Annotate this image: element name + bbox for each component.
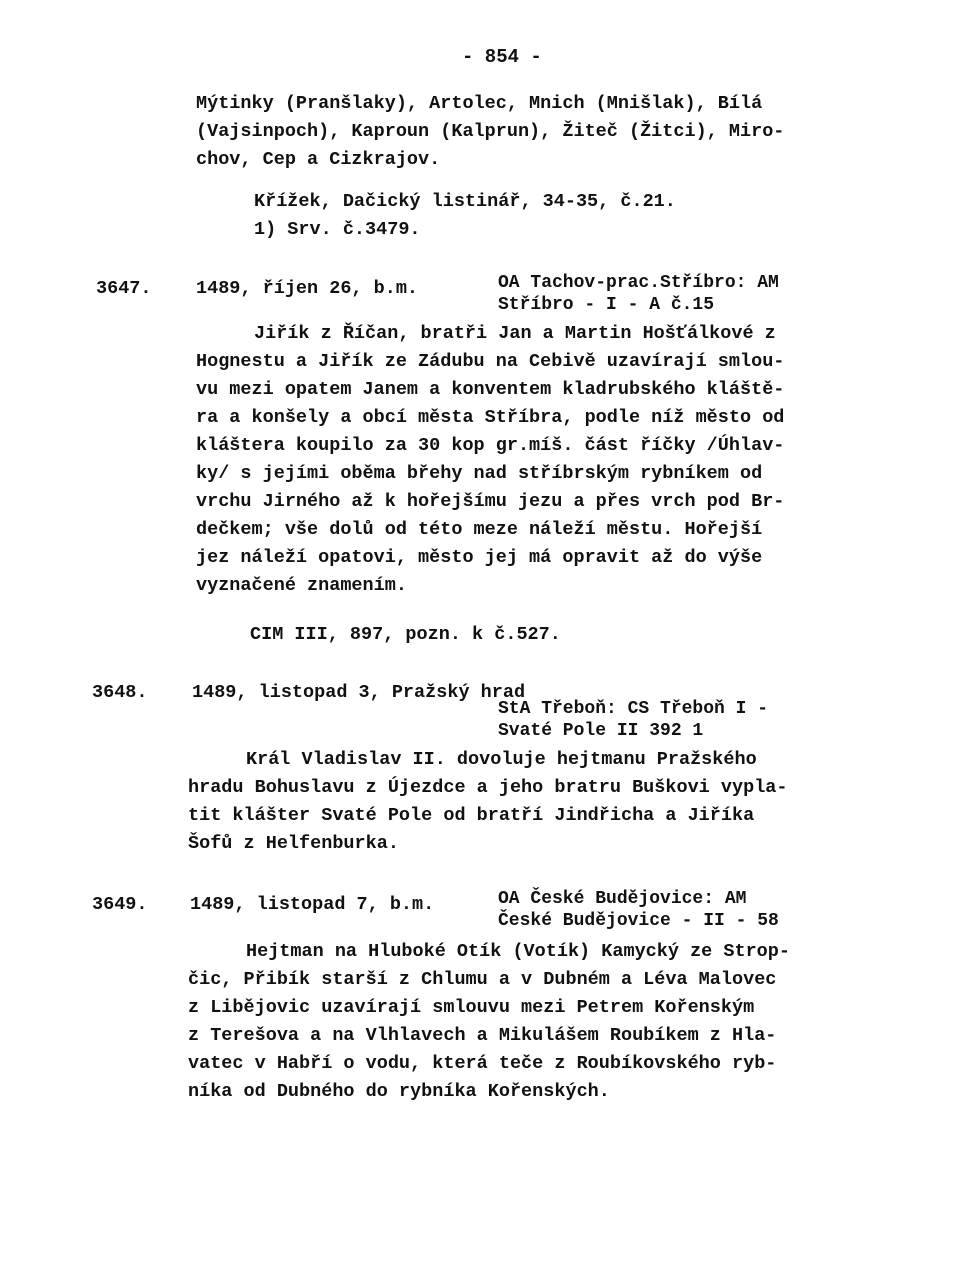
body-line: ra a konšely a obcí města Stříbra, podle níž město od <box>196 407 785 428</box>
entry-date: 1489, listopad 3, Pražský hrad <box>192 682 526 703</box>
body-line: hradu Bohuslavu z Újezdce a jeho bratru Buškovi vypla- <box>188 777 788 798</box>
body-line: tit klášter Svaté Pole od bratří Jindřicha a Jiříka <box>188 805 755 826</box>
entry-date: 1489, říjen 26, b.m. <box>196 278 419 299</box>
intro-paragraph <box>196 90 784 174</box>
source-line: OA České Budějovice: AM <box>498 889 747 909</box>
intro-references <box>254 188 676 244</box>
body-line: vu mezi opatem Janem a konventem kladrubského kláště- <box>196 379 785 400</box>
body-line: Hognestu a Jiřík ze Zádubu na Cebivě uzavírají smlou- <box>196 351 785 372</box>
body-line: vyznačené znamením. <box>196 575 407 596</box>
source-line: OA Tachov-prac.Stříbro: AM <box>498 273 779 293</box>
entry-reference: CIM III, 897, pozn. k č.527. <box>250 624 561 645</box>
entry-number: 3648. <box>92 682 148 703</box>
body-line: z Terešova a na Vlhlavech a Mikulášem Roubíkem z Hla- <box>188 1025 777 1046</box>
entry-body <box>188 938 790 1106</box>
body-line: jez náleží opatovi, město jej má opravit až do výše <box>196 547 763 568</box>
body-line: vatec v Habří o vodu, která teče z Roubíkovského ryb- <box>188 1053 777 1074</box>
body-line: ky/ s jejími oběma břehy nad stříbrským rybníkem od <box>196 463 763 484</box>
body-line: níka od Dubného do rybníka Kořenských. <box>188 1081 610 1102</box>
body-line: z Libějovic uzavírají smlouvu mezi Petrem Kořenským <box>188 997 755 1018</box>
entry-number: 3649. <box>92 894 148 915</box>
body-line: Král Vladislav II. dovoluje hejtmanu Pražského <box>246 749 757 770</box>
intro-line: Mýtinky (Pranšlaky), Artolec, Mnich (Mnišlak), Bílá <box>196 93 763 114</box>
entry-body <box>196 320 784 600</box>
source-line: Stříbro - I - A č.15 <box>498 295 715 315</box>
intro-line: (Vajsinpoch), Kaproun (Kalprun), Žiteč (Žitci), Miro- <box>196 121 785 142</box>
entry-source <box>498 272 779 316</box>
body-line: vrchu Jirného až k hořejšímu jezu a přes vrch pod Br- <box>196 491 785 512</box>
source-line: StA Třeboň: CS Třeboň I - <box>498 699 769 719</box>
body-line: Hejtman na Hluboké Otík (Votík) Kamycký ze Strop- <box>246 941 790 962</box>
body-line: čic, Přibík starší z Chlumu a v Dubném a Léva Malovec <box>188 969 777 990</box>
page-number: - 854 - <box>462 46 542 68</box>
body-line: dečkem; vše dolů od této meze náleží městu. Hořejší <box>196 519 763 540</box>
intro-line: chov, Cep a Cizkrajov. <box>196 149 441 170</box>
body-line: Šofů z Helfenburka. <box>188 833 399 854</box>
source-line: České Budějovice - II - 58 <box>498 911 779 931</box>
intro-ref: 1) Srv. č.3479. <box>254 219 421 240</box>
body-line: kláštera koupilo za 30 kop gr.míš. část říčky /Úhlav- <box>196 435 785 456</box>
body-line: Jiřík z Říčan, bratři Jan a Martin Hošťálkové z <box>254 323 776 344</box>
entry-body <box>188 746 788 858</box>
entry-number: 3647. <box>96 278 152 299</box>
intro-ref: Křížek, Dačický listinář, 34-35, č.21. <box>254 191 676 212</box>
entry-date: 1489, listopad 7, b.m. <box>190 894 435 915</box>
entry-source <box>498 698 768 742</box>
entry-source <box>498 888 779 932</box>
source-line: Svaté Pole II 392 1 <box>498 721 704 741</box>
